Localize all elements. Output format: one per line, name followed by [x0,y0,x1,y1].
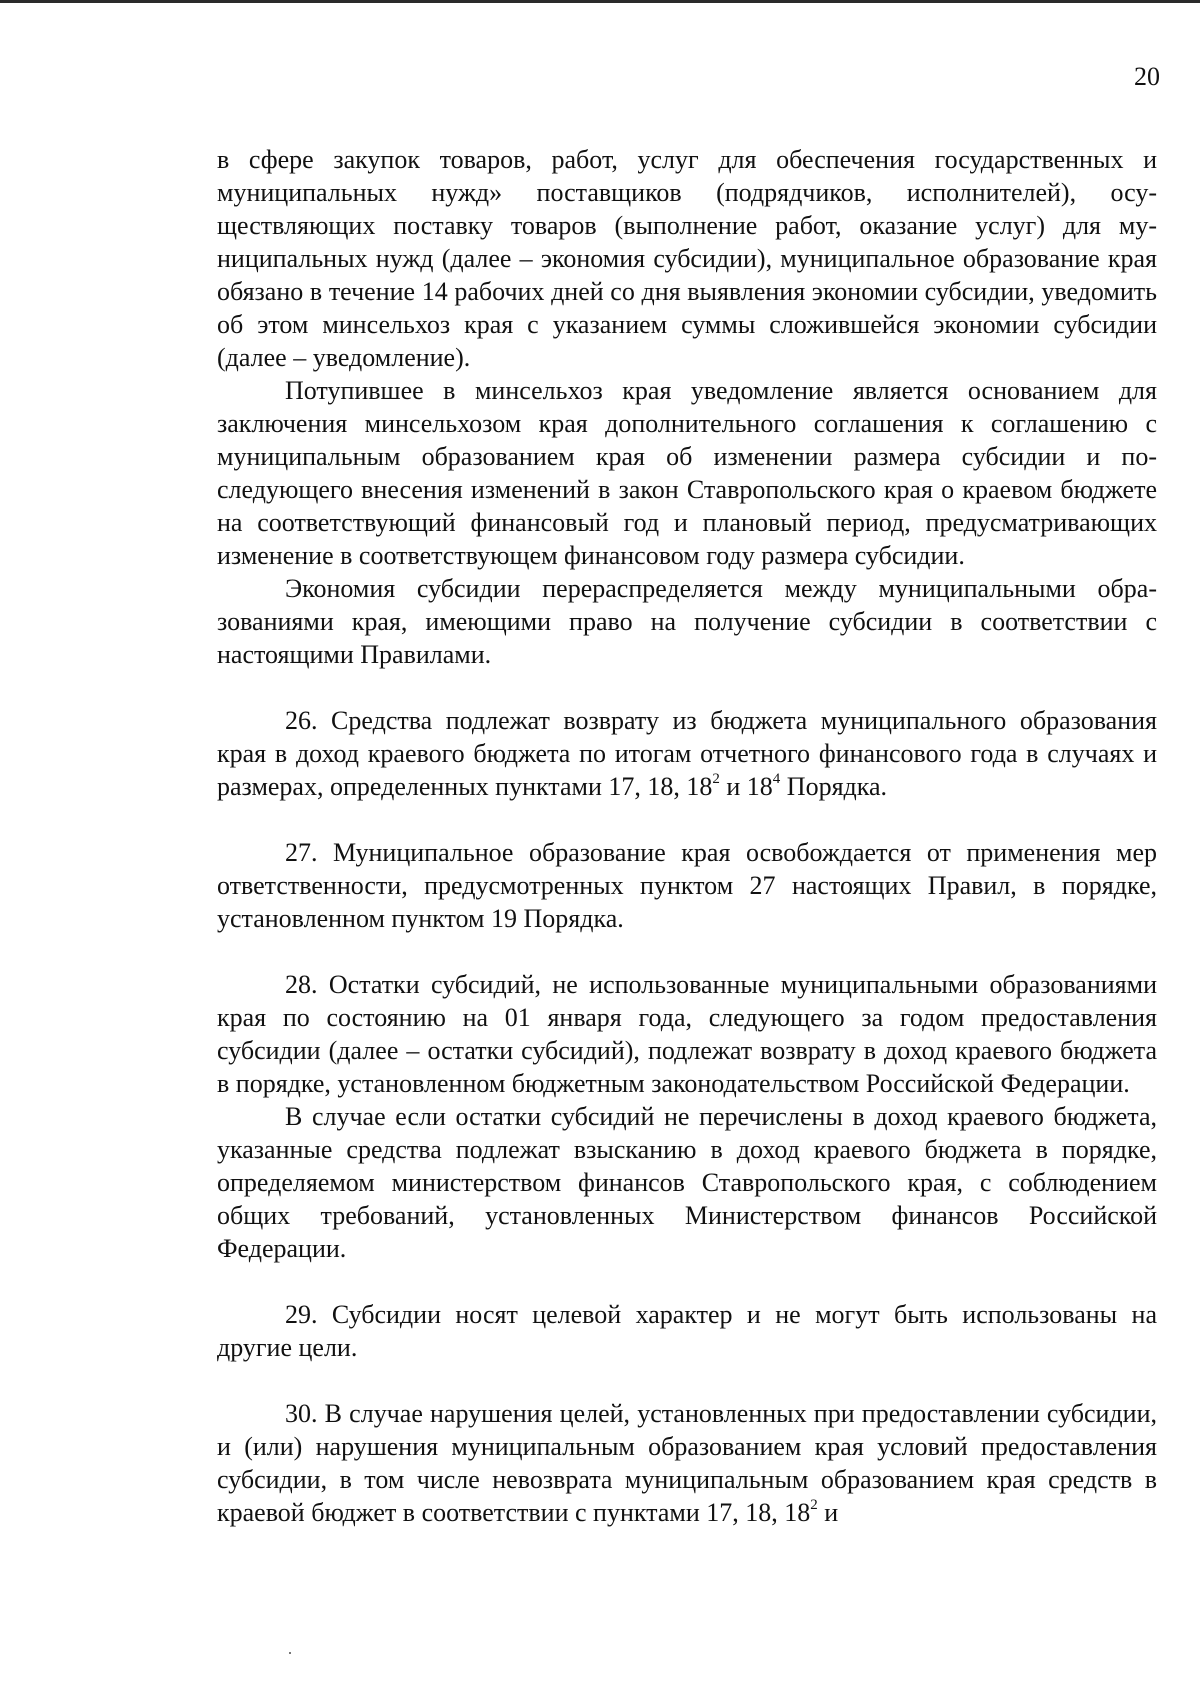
paragraph-item-30 [217,1397,1157,1529]
item-26-superscript-2: 4 [772,771,781,788]
paragraph-item-27: 27. Муниципальное образование края освобождается от применения мер ответственности, предусмотренных пунктом 27 настоящих Правил, в порядке, установленном пунктом 19 Порядка. [217,838,1157,933]
document-body [217,143,1157,1529]
paragraph-notification-basis: Потупившее в минсельхоз края уведомление является основанием для заключения минсельхозом края дополнительного соглашения к соглашению с муниципальным образованием края об изменении размера субсидии и последующего внесения изменений в закон Ставропольского края о краевом бюджете на соответствующий финансовый год и плановый период, предусматривающих изменение в соответствующем финансовом году размера субсидии. [217,376,1157,570]
paragraph-procurement-savings: в сфере закупок товаров, работ, услуг для обеспечения государственных и муниципальных нужд» поставщиков (подрядчиков, исполнителей), осуществляющих поставку товаров (выполнение работ, оказание услуг) для муниципальных нужд (далее – экономия субсидии), муниципальное образование края обязано в течение 14 рабочих дней со дня выявления экономии субсидии, уведомить об этом минсельхоз края с указанием суммы сложившейся экономии субсидии (далее – уведомление). [217,145,1157,372]
page-number: 20 [1134,62,1160,91]
item-26-text-end: Порядка. [780,772,888,801]
item-26-text: 26. Средства подлежат возврату из бюджета муниципального образования края в доход краевого бюджета по итогам отчетного финансового года в случаях и размерах, определенных пунктами 17, 18, 18 [217,706,1157,801]
paragraph-item-26 [217,704,1157,803]
paragraph-savings-redistribution: Экономия субсидии перераспределяется между муниципальными образованиями края, имеющими право на получение субсидии в соответствии с настоящими Правилами. [217,574,1157,669]
scan-top-edge [0,0,1200,3]
item-30-text: 30. В случае нарушения целей, установленных при предоставлении субсидии, и (или) нарушения муниципальным образованием края условий предоставления субсидии, в том числе невозврата муниципальным образованием края средств в краевой бюджет в соответствии с пунктами 17, 18, 18 [217,1399,1157,1527]
item-26-text-mid: и 18 [719,772,773,801]
item-30-superscript: 2 [810,1497,818,1514]
item-26-superscript-1: 2 [712,771,720,788]
paragraph-item-29: 29. Субсидии носят целевой характер и не могут быть использованы на другие цели. [217,1300,1157,1362]
paragraph-item-28-recovery: В случае если остатки субсидий не перечислены в доход краевого бюджета, указанные средства подлежат взысканию в доход краевого бюджета в порядке, определяемом министерством финансов Ставропольского края, с соблюдением общих требований, установленных Министерством финансов Российской Федерации. [217,1102,1157,1263]
paragraph-item-28: 28. Остатки субсидий, не использованные муниципальными образованиями края по состоянию на 01 января года, следующего за годом предоставления субсидии (далее – остатки субсидий), подлежат возврату в доход краевого бюджета в порядке, установленном бюджетным законодательством Российской Федерации. [217,970,1157,1098]
item-30-text-end: и [817,1498,839,1527]
scan-speck [289,1652,291,1654]
